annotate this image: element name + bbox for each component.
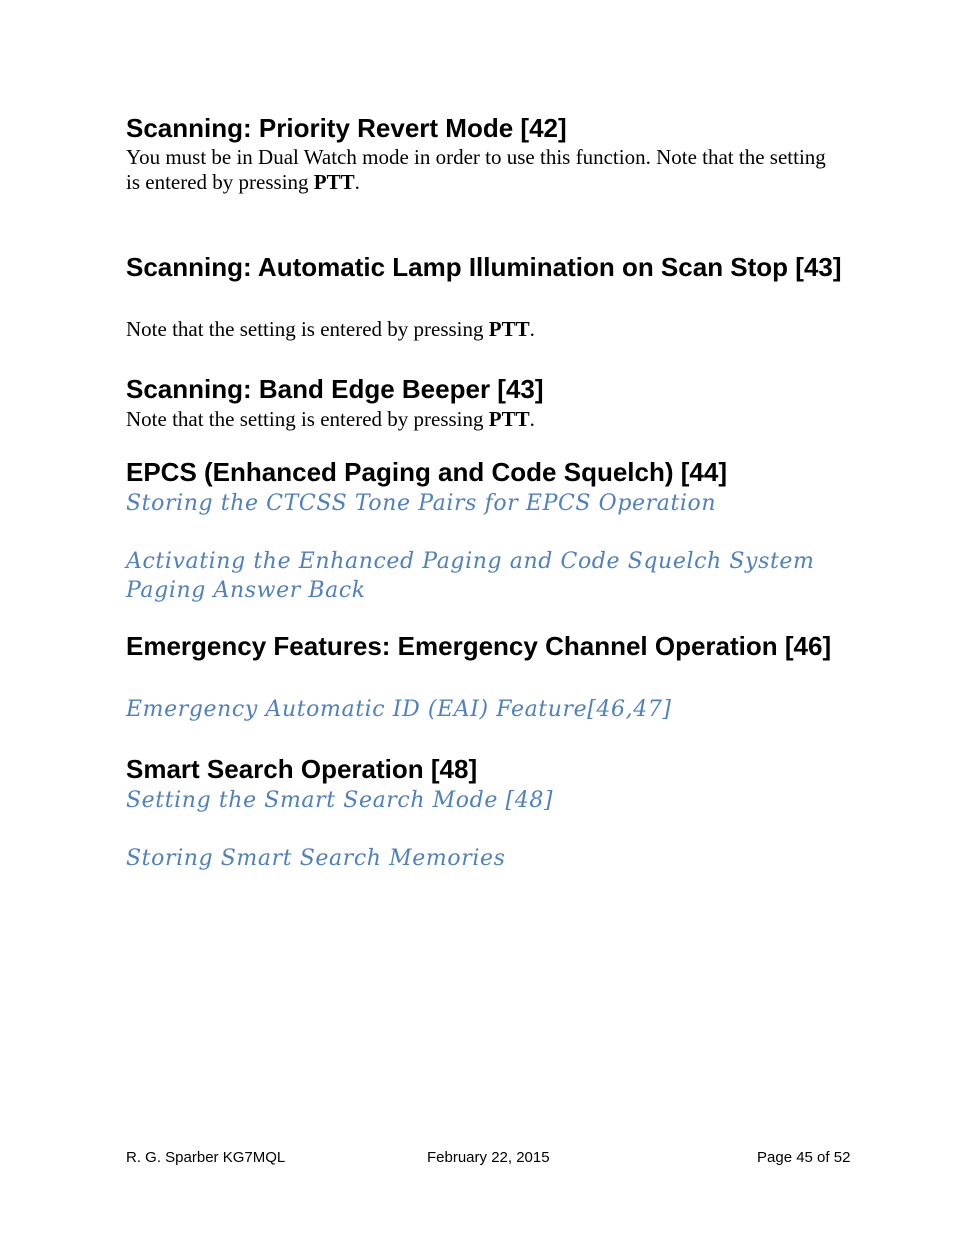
body-text: Note that the setting is entered by pressing	[126, 317, 489, 341]
section-heading-smart-search: Smart Search Operation [48]	[126, 754, 478, 784]
section-heading-band-edge-beeper: Scanning: Band Edge Beeper [43]	[126, 374, 544, 404]
subheading-setting-smart-search-mode: Setting the Smart Search Mode [48]	[126, 788, 554, 813]
body-bold-ptt: PTT	[488, 407, 530, 431]
footer-page-number: Page 45 of 52	[757, 1149, 851, 1166]
subheading-emergency-automatic-id: Emergency Automatic ID (EAI) Feature[46,47]	[126, 697, 672, 722]
body-bold-ptt: PTT	[488, 317, 530, 341]
section-body-lamp-illumination	[126, 317, 826, 342]
body-period: .	[529, 407, 535, 431]
section-heading-emergency-channel: Emergency Features: Emergency Channel Operation [46]	[126, 631, 832, 661]
footer-date: February 22, 2015	[427, 1149, 550, 1166]
footer-author: R. G. Sparber KG7MQL	[126, 1149, 286, 1166]
subheading-activating-epcs: Activating the Enhanced Paging and Code Squelch System	[126, 549, 815, 574]
body-text: You must be in Dual Watch mode in order to use this function. Note that the setting is entered by pressing	[126, 145, 826, 194]
subheading-paging-answer-back: Paging Answer Back	[126, 578, 366, 603]
subheading-storing-smart-search-memories: Storing Smart Search Memories	[126, 846, 506, 871]
body-period: .	[529, 317, 535, 341]
section-heading-priority-revert: Scanning: Priority Revert Mode [42]	[126, 113, 567, 143]
section-body-priority-revert	[126, 145, 826, 195]
subheading-storing-ctcss: Storing the CTCSS Tone Pairs for EPCS Operation	[126, 491, 717, 516]
body-bold-ptt: PTT	[313, 170, 355, 194]
body-period: .	[354, 170, 360, 194]
body-text: Note that the setting is entered by pressing	[126, 407, 489, 431]
section-body-band-edge-beeper	[126, 407, 826, 432]
section-heading-epcs: EPCS (Enhanced Paging and Code Squelch) [44]	[126, 457, 727, 487]
section-heading-lamp-illumination: Scanning: Automatic Lamp Illumination on Scan Stop [43]	[126, 252, 842, 282]
